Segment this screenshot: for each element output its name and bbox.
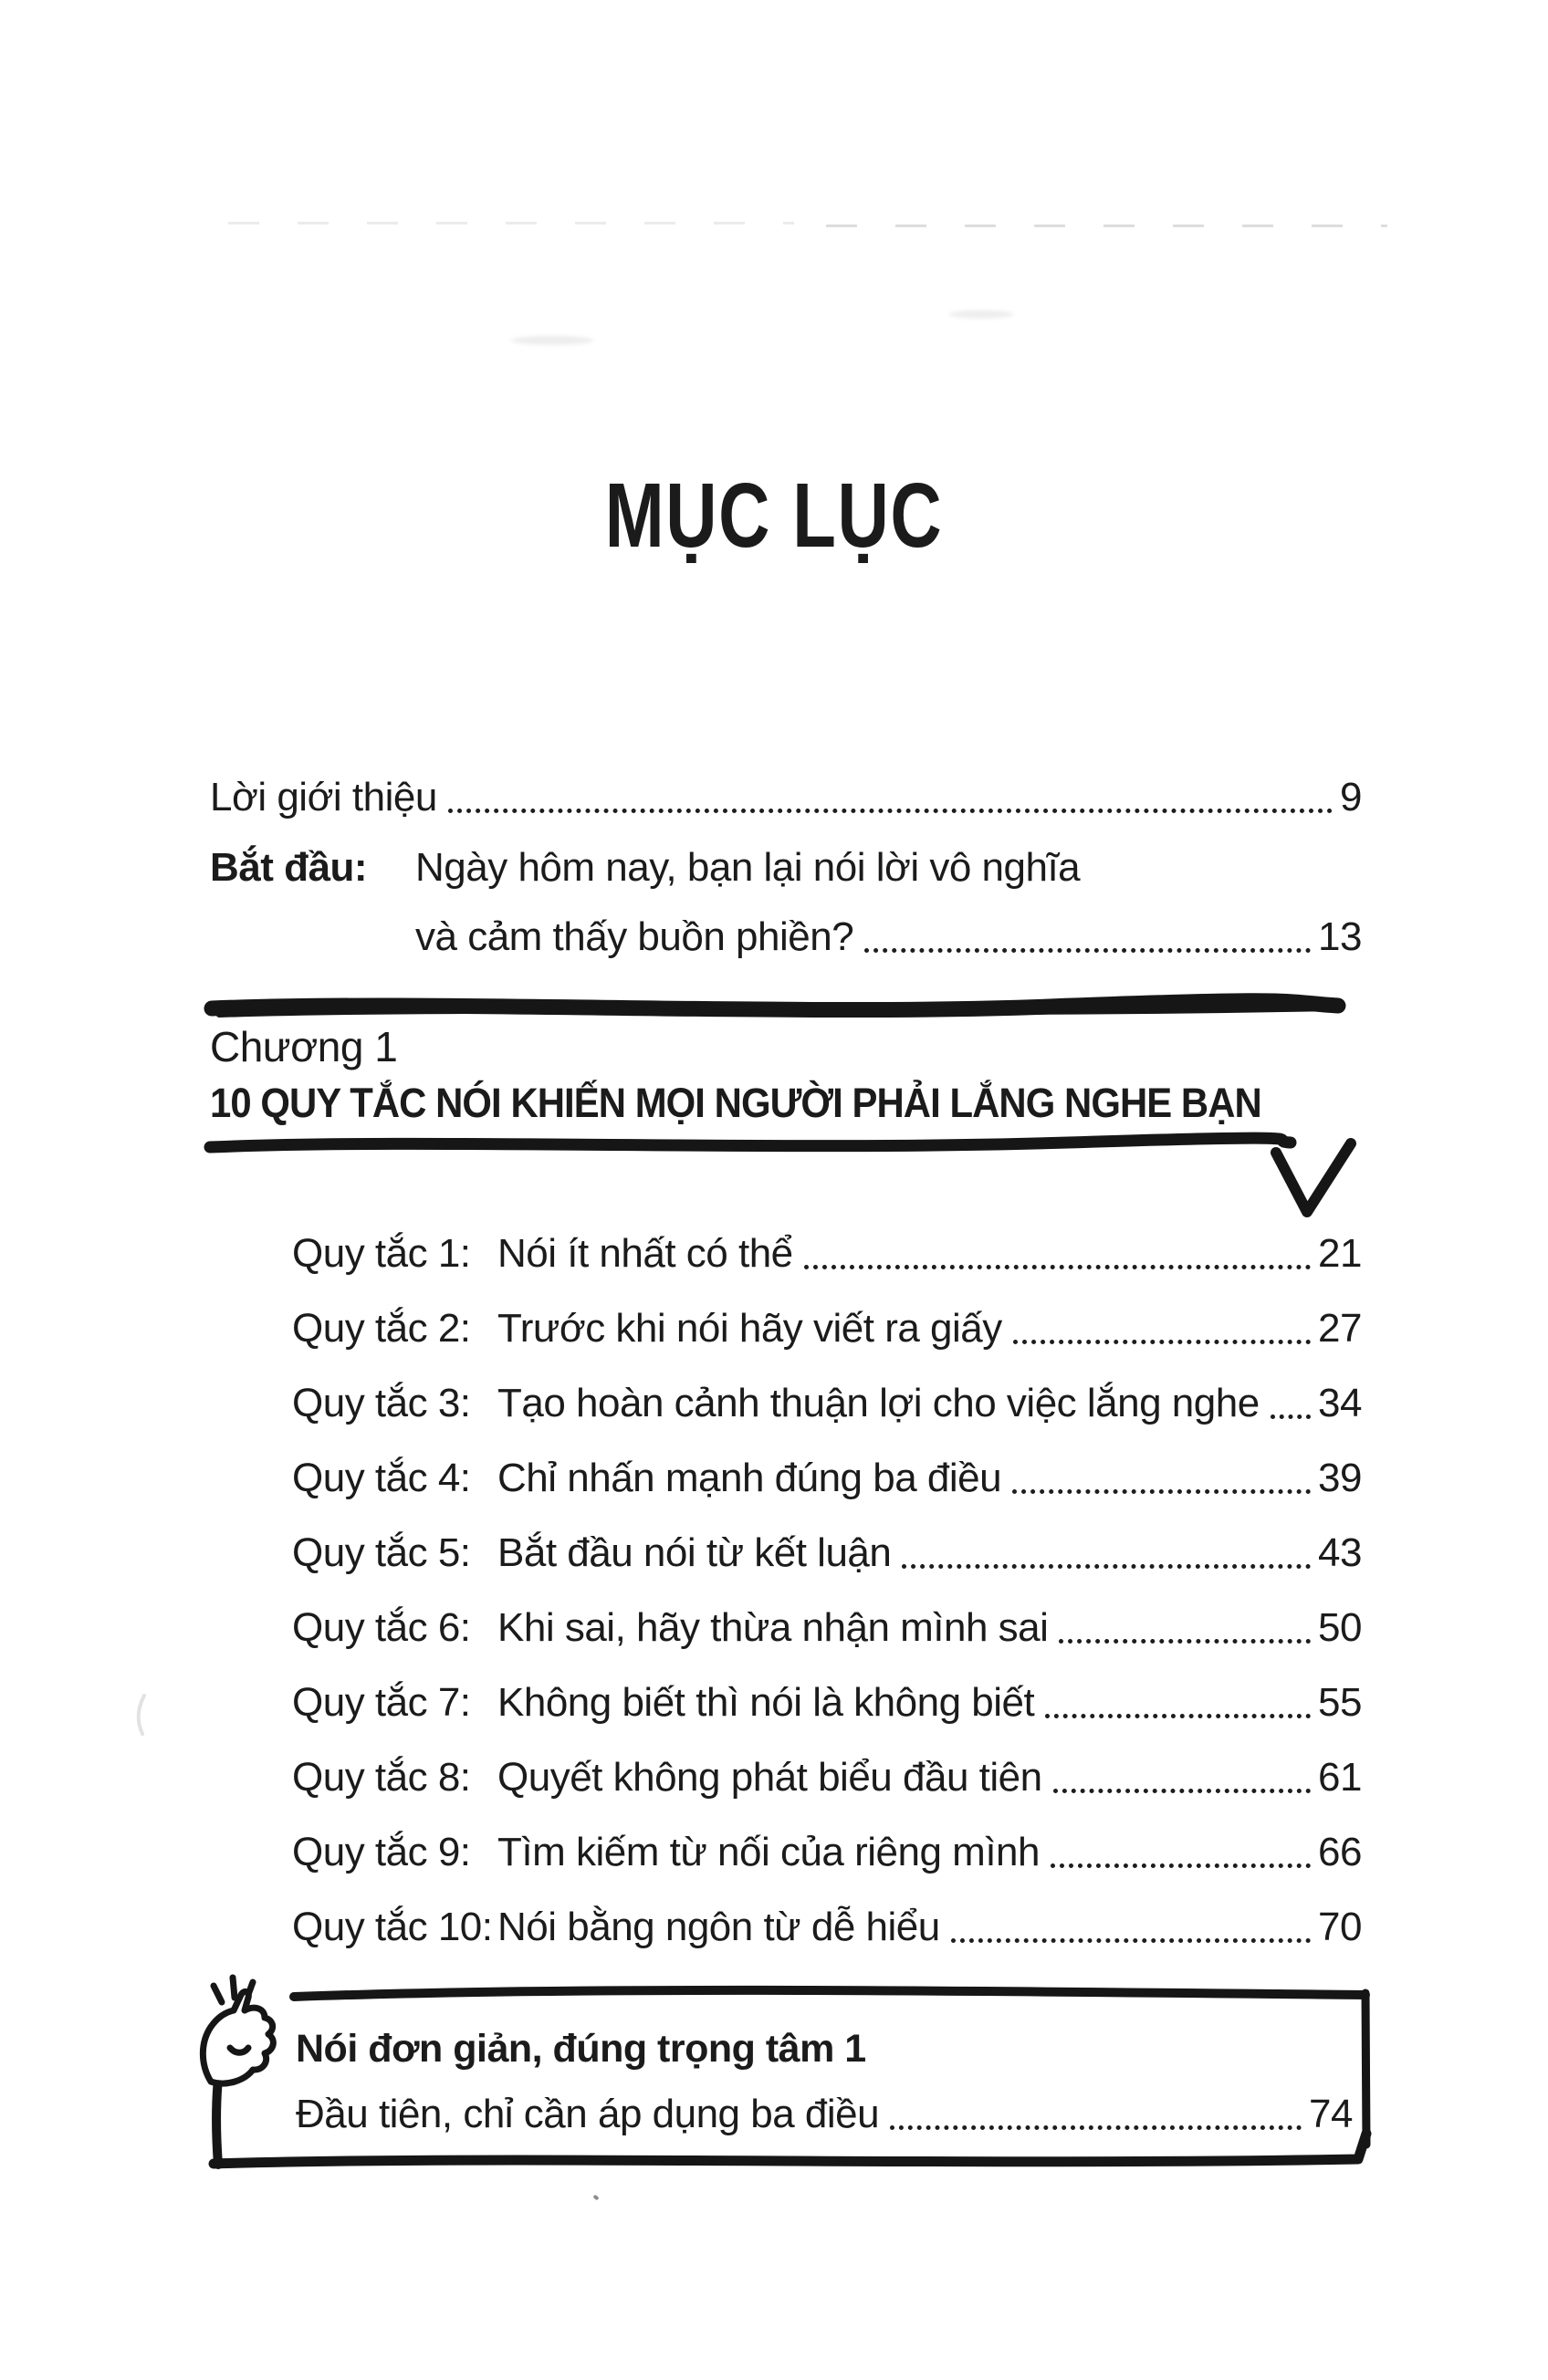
dotted-leader [1045, 1714, 1311, 1718]
dotted-leader [448, 809, 1333, 813]
rule-label: Quy tắc 8: [292, 1755, 471, 1800]
scan-artifact-line [826, 224, 1387, 227]
scan-artifact-dot [592, 2195, 599, 2201]
toc-page-number: 55 [1318, 1680, 1362, 1725]
dotted-leader [804, 1265, 1311, 1269]
toc-page-number: 61 [1318, 1755, 1362, 1800]
dotted-leader [1051, 1863, 1311, 1868]
toc-page-number: 66 [1318, 1830, 1362, 1874]
rule-label: Quy tắc 7: [292, 1680, 471, 1725]
toc-page-number: 50 [1318, 1605, 1362, 1650]
chapter-kicker: Chương 1 [210, 1023, 398, 1070]
dotted-leader [902, 1564, 1311, 1569]
chapter-title: 10 QUY TẮC NÓI KHIẾN MỌI NGƯỜI PHẢI LẮNG NGHE BẠN [210, 1080, 1261, 1126]
rule-label: Quy tắc 10: [292, 1905, 493, 1949]
toc-page-number: 21 [1318, 1231, 1362, 1276]
toc-page-number: 13 [1318, 914, 1362, 959]
rule-title: Quyết không phát biểu đầu tiên [497, 1755, 1042, 1800]
rule-title: Chỉ nhấn mạnh đúng ba điều [497, 1456, 1002, 1500]
toc-entry-text: Ngày hôm nay, bạn lại nói lời vô nghĩa [415, 845, 1081, 890]
rule-title: Khi sai, hãy thừa nhận mình sai [497, 1605, 1049, 1650]
rule-label: Quy tắc 4: [292, 1456, 471, 1500]
page-title: MỤC LỤC [604, 465, 944, 567]
dotted-leader [864, 948, 1311, 953]
callout-text: Đầu tiên, chỉ cần áp dụng ba điều [296, 2092, 880, 2136]
rule-label: Quy tắc 6: [292, 1605, 471, 1650]
toc-entry-label: Bắt đầu: [210, 845, 367, 890]
rule-label: Quy tắc 2: [292, 1306, 471, 1351]
dotted-leader [890, 2125, 1302, 2130]
snap-fingers-icon [203, 1978, 273, 2083]
toc-entry-rule [292, 1826, 1362, 1878]
toc-page-number: 27 [1318, 1306, 1362, 1351]
scan-artifact-smudge [949, 310, 1013, 318]
rule-title: Nói ít nhất có thể [497, 1231, 793, 1276]
rule-title: Bắt đầu nói từ kết luận [497, 1530, 892, 1575]
callout-box-left [216, 2079, 218, 2165]
divider-rule-top [212, 1001, 1338, 1010]
rule-title: Trước khi nói hãy viết ra giấy [497, 1306, 1002, 1351]
callout-box-top [294, 1990, 1365, 1997]
scan-artifact-curve [139, 1696, 144, 1734]
toc-entry-intro [210, 771, 1362, 823]
toc-page-number: 39 [1318, 1456, 1362, 1500]
callout-heading: Nói đơn giản, đúng trọng tâm 1 [296, 2027, 866, 2071]
toc-entry-rule [292, 1302, 1362, 1354]
callout-box-right [1365, 1993, 1366, 2145]
dotted-leader [1053, 1789, 1311, 1793]
scan-artifact-smudge [511, 336, 593, 345]
toc-entry-rule [292, 1901, 1362, 1953]
rule-label: Quy tắc 5: [292, 1530, 471, 1575]
toc-entry-start [210, 841, 1362, 893]
toc-page-number: 74 [1309, 2092, 1353, 2136]
dotted-leader [1013, 1340, 1311, 1344]
toc-entry-rule [292, 1676, 1362, 1728]
dotted-leader [1012, 1489, 1311, 1494]
rule-label: Quy tắc 9: [292, 1830, 471, 1874]
dotted-leader [951, 1938, 1311, 1943]
toc-entry-rule [292, 1452, 1362, 1504]
rule-label: Quy tắc 3: [292, 1381, 471, 1425]
toc-entry-text: và cảm thấy buồn phiền? [415, 914, 854, 959]
toc-page-number: 34 [1318, 1381, 1362, 1425]
toc-entry-rule [292, 1377, 1362, 1429]
rule-title: Tìm kiếm từ nối của riêng mình [497, 1830, 1040, 1874]
toc-entry-start-wrap [210, 911, 1362, 963]
callout-entry [296, 2088, 1353, 2140]
divider-rule-top-texture [219, 1008, 1333, 1015]
divider-rule-bottom [210, 1138, 1291, 1147]
toc-page-number: 9 [1340, 775, 1362, 819]
toc-entry-rule [292, 1227, 1362, 1279]
scan-artifact-line [228, 222, 794, 224]
rule-label: Quy tắc 1: [292, 1231, 471, 1276]
dotted-leader [1059, 1639, 1311, 1644]
toc-page-number: 43 [1318, 1530, 1362, 1575]
toc-page-number: 70 [1318, 1905, 1362, 1949]
toc-entry-rule [292, 1602, 1362, 1654]
toc-entry-rule [292, 1527, 1362, 1579]
dotted-leader [1271, 1414, 1311, 1419]
toc-entry-label: Lời giới thiệu [210, 775, 437, 819]
rule-title: Tạo hoàn cảnh thuận lợi cho việc lắng nghe [497, 1381, 1260, 1425]
rule-title: Nói bằng ngôn từ dễ hiểu [497, 1905, 940, 1949]
toc-entry-rule [292, 1751, 1362, 1803]
checkmark-flourish [1276, 1143, 1351, 1212]
rule-title: Không biết thì nói là không biết [497, 1680, 1035, 1725]
